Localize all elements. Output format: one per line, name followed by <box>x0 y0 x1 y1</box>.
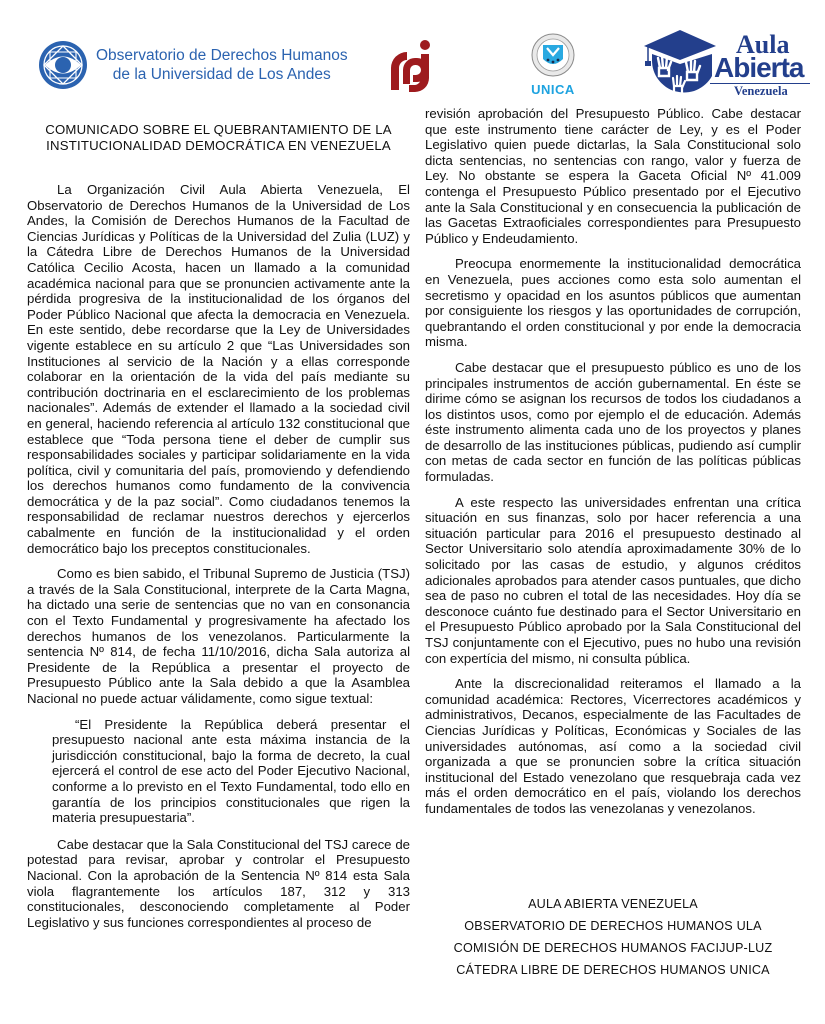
signature-aula-abierta: AULA ABIERTA VENEZUELA <box>528 897 698 911</box>
left-column <box>27 182 410 930</box>
odh-emblem-icon <box>38 40 88 90</box>
unica-seal-icon <box>531 33 575 77</box>
document-title <box>27 122 410 153</box>
quote-block: “El Presidente la República deberá presentar el presupuesto nacional ante esta máxima instancia de la jurisdicción constitucional, bajo la forma de decreto, la cual ejercerá el control de ese acto del Poder Ejecutivo Nacional, conforme a lo previsto en el Texto Fundamental, todo ello en garantía de los principios constitucionales que rigen la materia presupuestaria”. <box>52 716 410 826</box>
paragraph-2: Como es bien sabido, el Tribunal Supremo de Justicia (TSJ) a través de la Sala Constitucional, interprete de la Carta Magna, ha dictado una serie de sentencias que no van en consonancia con el Texto Fundamental y progresivamente ha afectado los derechos humanos de los venezolanos. Particularmente la sentencia Nº 814, de fecha 11/10/2016, dicha Sala autoriza al Presidente de la República a presentar el proyecto de Presupuesto Público ante la Sala debido a que la Asamblea Nacional no puede actuar válidamente, como sigue textual: <box>27 566 410 706</box>
signature-facijup-luz: COMISIÓN DE DERECHOS HUMANOS FACIJUP-LUZ <box>453 941 773 955</box>
paragraph-3-continued: revisión aprobación del Presupuesto Público. Cabe destacar que este instrumento tiene carácter de Ley, y es el Poder Legislativo quien puede dictarlas, la Sala Constitucional solo dicta sentencias, no sentencias con rango, valor y fuerza de Ley. No obstante se espera la Gaceta Oficial Nº 41.009 contenga el Presupuesto Público presentado por el Ejecutivo ante la Sala Constitucional y en consecuencia la publicación de las Gacetas Extraoficiales correspondientes para Presupuesto Público y Endeudamiento. <box>425 106 801 246</box>
signature-catedra-unica: CÁTEDRA LIBRE DE DERECHOS HUMANOS UNICA <box>456 963 770 977</box>
unica-label: UNICA <box>531 82 575 97</box>
signature-odh-ula: OBSERVATORIO DE DERECHOS HUMANOS ULA <box>464 919 762 933</box>
title-line-1: COMUNICADO SOBRE EL QUEBRANTAMIENTO DE LA <box>45 122 392 137</box>
aula-logo-line3: Venezuela <box>734 84 788 98</box>
rpj-logo <box>387 38 435 99</box>
right-column <box>425 106 801 817</box>
paragraph-5: Cabe destacar que el presupuesto público es uno de los principales instrumentos de acción gubernamental. En éste se dirime cómo se asignan los recursos de todos los ciudadanos a los distintos usos, como por ejemplo el de educación. Además éste instrumento alimenta cada uno de los proyectos y planes de desarrollo de las instituciones públicas, pudiendo así cumplir con metas de cada sector en función de las políticas públicas formuladas. <box>425 359 801 485</box>
logo-header <box>0 0 825 110</box>
aula-abierta-logo <box>640 24 820 104</box>
odh-logo-line1: Observatorio de Derechos Humanos <box>96 47 348 64</box>
graduation-cap-hands-icon <box>640 24 724 104</box>
paragraph-4: Preocupa enormemente la institucionalidad democrática en Venezuela, pues acciones como esta solo aumentan el secretismo y opacidad en los asuntos públicos que aumentan por consiguiente los riesgos y las oportunidades de corrupción, quebrantando el orden constitucional y por ende la democracia misma. <box>425 256 801 350</box>
paragraph-3: Cabe destacar que la Sala Constitucional del TSJ carece de potestad para revisar, aprobar y controlar el Presupuesto Nacional. Con la aprobación de la Sentencia Nº 814 esta Sala viola flagrantemente los artículos 187, 312 y 313 constitucionales, desconociendo completamente al Poder Legislativo y sus funciones correspondientes al proceso de <box>27 836 410 930</box>
odh-ula-logo <box>38 40 348 90</box>
odh-logo-line2: de la Universidad de Los Andes <box>112 66 331 83</box>
title-line-2: INSTITUCIONALIDAD DEMOCRÁTICA EN VENEZUELA <box>46 137 391 153</box>
aula-logo-line2: Abierta <box>714 52 804 83</box>
aula-logo-line1: Aula <box>736 30 790 59</box>
paragraph-6: A este respecto las universidades enfrentan una crítica situación en sus finanzas, solo por hacer referencia a una situación particular para 2016 el presupuesto destinado al Sector Universitario solo atendía aproximadamente 30% de lo solicitado por las casas de estudio, y algunos créditos adicionales aprobados para atender casos puntuales, que dicho sea de paso no cubren el total de las necesidades. Hoy día se desconoce cuánto fue destinado para el Sector Universitario en el Presupuesto Público aprobado por la Sala Constitucional del TSJ conjuntamente con el Ejecutivo, pues no hubo una revisión con expertícia del mismo, ni consulta pública. <box>425 494 801 666</box>
paragraph-1: La Organización Civil Aula Abierta Venezuela, El Observatorio de Derechos Humanos de la Universidad de Los Andes, la Comisión de Derechos Humanos de la Facultad de Ciencias Jurídicas y Políticas de la Universidad del Zulia (LUZ) y la Cátedra Libre de Derechos Humanos de la Universidad Católica Cecilio Acosta, hacen un llamado a la comunidad académica nacional para que se pronuncien activamente ante la pérdida progresiva de la institucionalidad de los órganos del Poder Público Nacional que afecta la democracia en Venezuela. En este sentido, debe recordarse que la Ley de Universidades vigente establece en su artículo 2 que “Las Universidades son Instituciones al servicio de la Nación y a ellas corresponde colaborar en la orientación de la vida del país mediante su contribución doctrinaria en el esclarecimiento de los problemas nacionales”. Además de extender el llamado a la sociedad civil en general, haciendo referencia al artículo 132 constitucional que establece que “Toda persona tiene el deber de cumplir sus responsabilidades sociales y participar solidariamente en la vida política, civil y comunitaria del país, promoviendo y defendiendo los derechos humanos como fundamento de la convivencia democrática y de la paz social”. Como ciudadanos tenemos la responsabilidad de reclamar nuestros derechos y ejercerlos cabalmente en función de la institucionalidad y el orden democrático bajo los preceptos constitucionales. <box>27 182 410 556</box>
unica-logo <box>530 33 576 97</box>
rpj-emblem-icon <box>387 38 435 94</box>
signature-block <box>425 893 801 981</box>
paragraph-7: Ante la discrecionalidad reiteramos el llamado a la comunidad académica: Rectores, Vicerrectores académicos y administrativos, Decanos, especialmente de las Facultades de Ciencias Jurídicas y Políticas, Económicas y Sociales de las universidades autónomas, así como a la sociedad civil organizada a que se pronuncien sobre la crítica situación institucional del Estado venezolano que resquebraja cada vez más el orden democrático en el país, violando los derechos fundamentales de todos las venezolanas y venezolanos. <box>425 676 801 816</box>
